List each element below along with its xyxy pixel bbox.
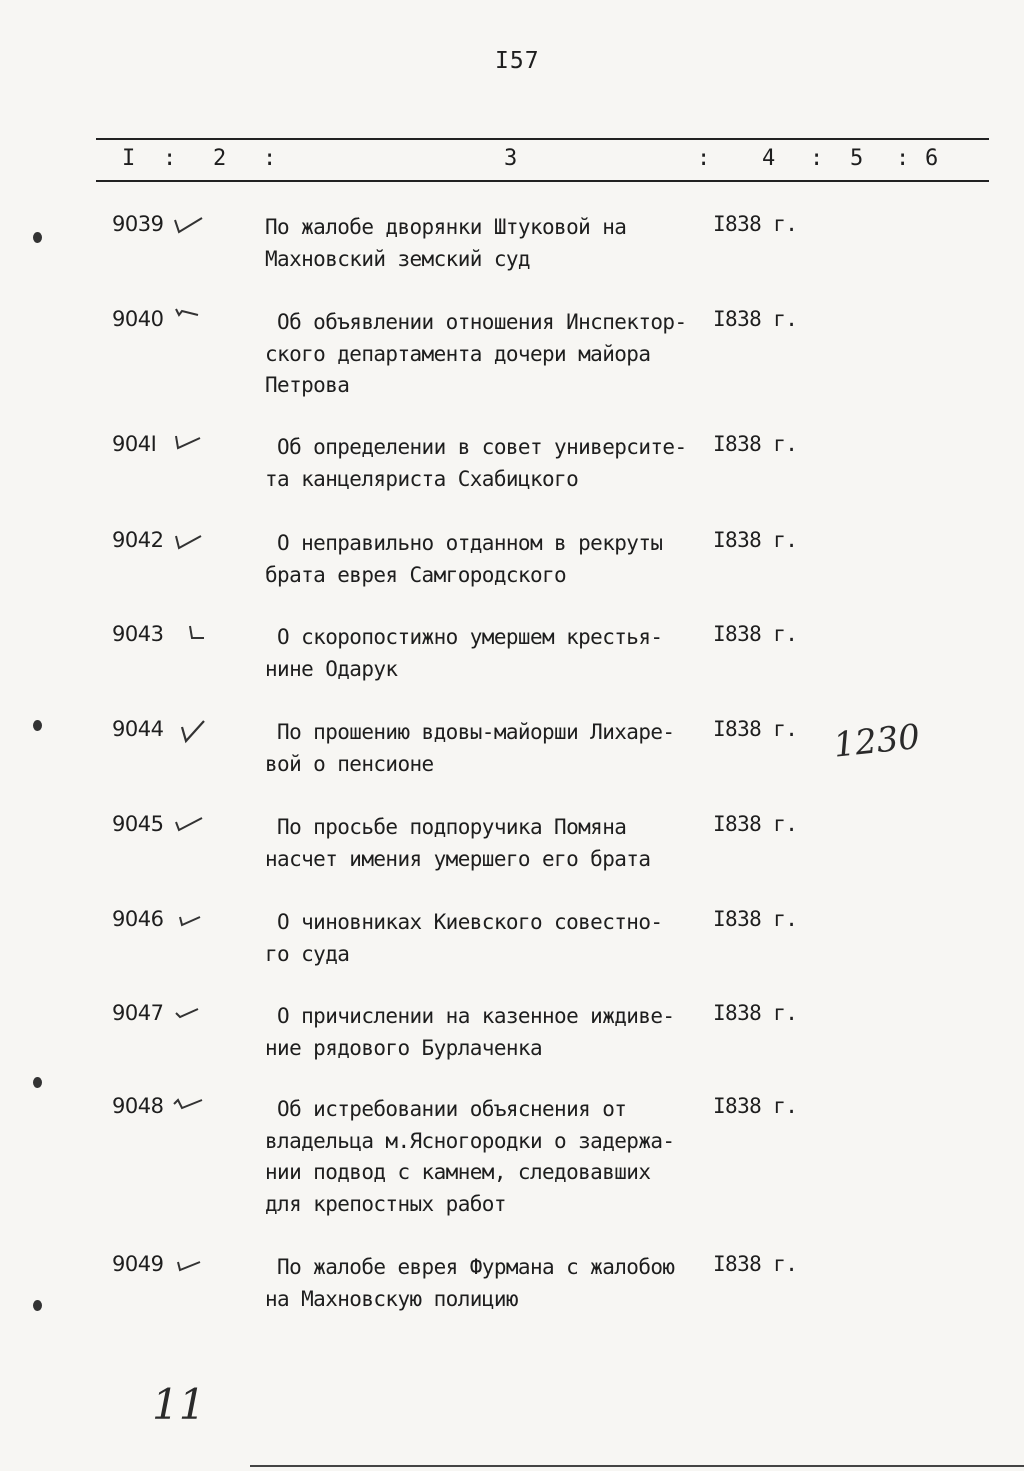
entry-year: I838 г. [713, 432, 798, 456]
entry-year: I838 г. [713, 307, 798, 331]
check-mark-icon [172, 208, 206, 238]
binding-hole [33, 1077, 42, 1088]
entry-number: 9046 [112, 907, 164, 931]
check-mark-icon [172, 1090, 206, 1120]
entry-year: I838 г. [713, 1001, 798, 1025]
entry-description: О причислении на казенное иждиве- ние рядового Бурлаченка [265, 1004, 675, 1060]
check-mark-icon [172, 428, 206, 458]
check-mark-icon [172, 903, 206, 933]
entry-description: О скоропостижно умершем крестья- нине Одарук [265, 625, 663, 681]
binding-hole [33, 1300, 42, 1311]
entry-year: I838 г. [713, 717, 798, 741]
col-4-label: 4 [762, 146, 776, 171]
check-mark-icon [172, 524, 206, 554]
entry-description: По просьбе подпоручика Помяна насчет имения умершего его брата [265, 815, 651, 871]
col-6-label: 6 [925, 146, 939, 171]
entry-description: Об истребовании объяснения от владельца м.Ясногородки о задержа- нии подвод с камнем, следовавших для крепостных работ [265, 1097, 675, 1216]
binding-hole [33, 720, 42, 731]
entry-number: 9047 [112, 1001, 164, 1025]
col-1-label: I [122, 146, 136, 171]
check-mark-icon [172, 997, 206, 1027]
check-mark-icon [172, 303, 206, 333]
col-separator: : [896, 146, 910, 171]
entry-year: I838 г. [713, 528, 798, 552]
entry-description: По жалобе еврея Фурмана с жалобою на Махновскую полицию [265, 1255, 675, 1311]
entry-number: 9039 [112, 212, 164, 236]
check-mark-icon [172, 1248, 206, 1278]
entry-description: Об определении в совет университе- та канцеляриста Схабицкого [265, 435, 687, 491]
entry-number: 9045 [112, 812, 164, 836]
entry-number: 9048 [112, 1094, 164, 1118]
entry-number: 904I [112, 432, 157, 456]
handwritten-margin-number [830, 717, 930, 767]
entry-year: I838 г. [713, 812, 798, 836]
entry-year: I838 г. [713, 1252, 798, 1276]
col-separator: : [697, 146, 711, 171]
check-mark-icon [172, 808, 206, 838]
entry-number: 9049 [112, 1252, 164, 1276]
entry-description: По жалобе дворянки Штуковой на Махновский земский суд [265, 215, 627, 271]
entry-description: О чиновниках Киевского совестно- го суда [265, 910, 663, 966]
entry-description: Об объявлении отношения Инспектор- ского департамента дочери майора Петрова [265, 310, 687, 397]
page-bottom-edge [250, 1465, 1024, 1467]
page-number: I57 [495, 48, 540, 74]
entry-number: 9043 [112, 622, 164, 646]
col-3-label: 3 [504, 146, 518, 171]
check-mark-icon [172, 713, 206, 743]
entry-year: I838 г. [713, 907, 798, 931]
entry-number: 9040 [112, 307, 164, 331]
entry-year: I838 г. [713, 622, 798, 646]
sheet-number-text: 11 [152, 1380, 206, 1429]
entry-year: I838 г. [713, 1094, 798, 1118]
col-separator: : [163, 146, 177, 171]
table-header-rule [96, 180, 989, 182]
handwritten-sheet-number [148, 1375, 206, 1430]
col-separator: : [810, 146, 824, 171]
table-top-rule [96, 138, 989, 140]
entry-year: I838 г. [713, 212, 798, 236]
col-2-label: 2 [213, 146, 227, 171]
binding-hole [33, 232, 42, 243]
entry-number: 9042 [112, 528, 164, 552]
check-mark-icon [172, 618, 206, 648]
margin-number-text: 1230 [831, 716, 922, 766]
entry-description: По прошению вдовы-майорши Лихаре- вой о пенсионе [265, 720, 675, 776]
entry-number: 9044 [112, 717, 164, 741]
col-5-label: 5 [850, 146, 864, 171]
entry-description: О неправильно отданном в рекруты брата еврея Самгородского [265, 531, 663, 587]
col-separator: : [263, 146, 277, 171]
